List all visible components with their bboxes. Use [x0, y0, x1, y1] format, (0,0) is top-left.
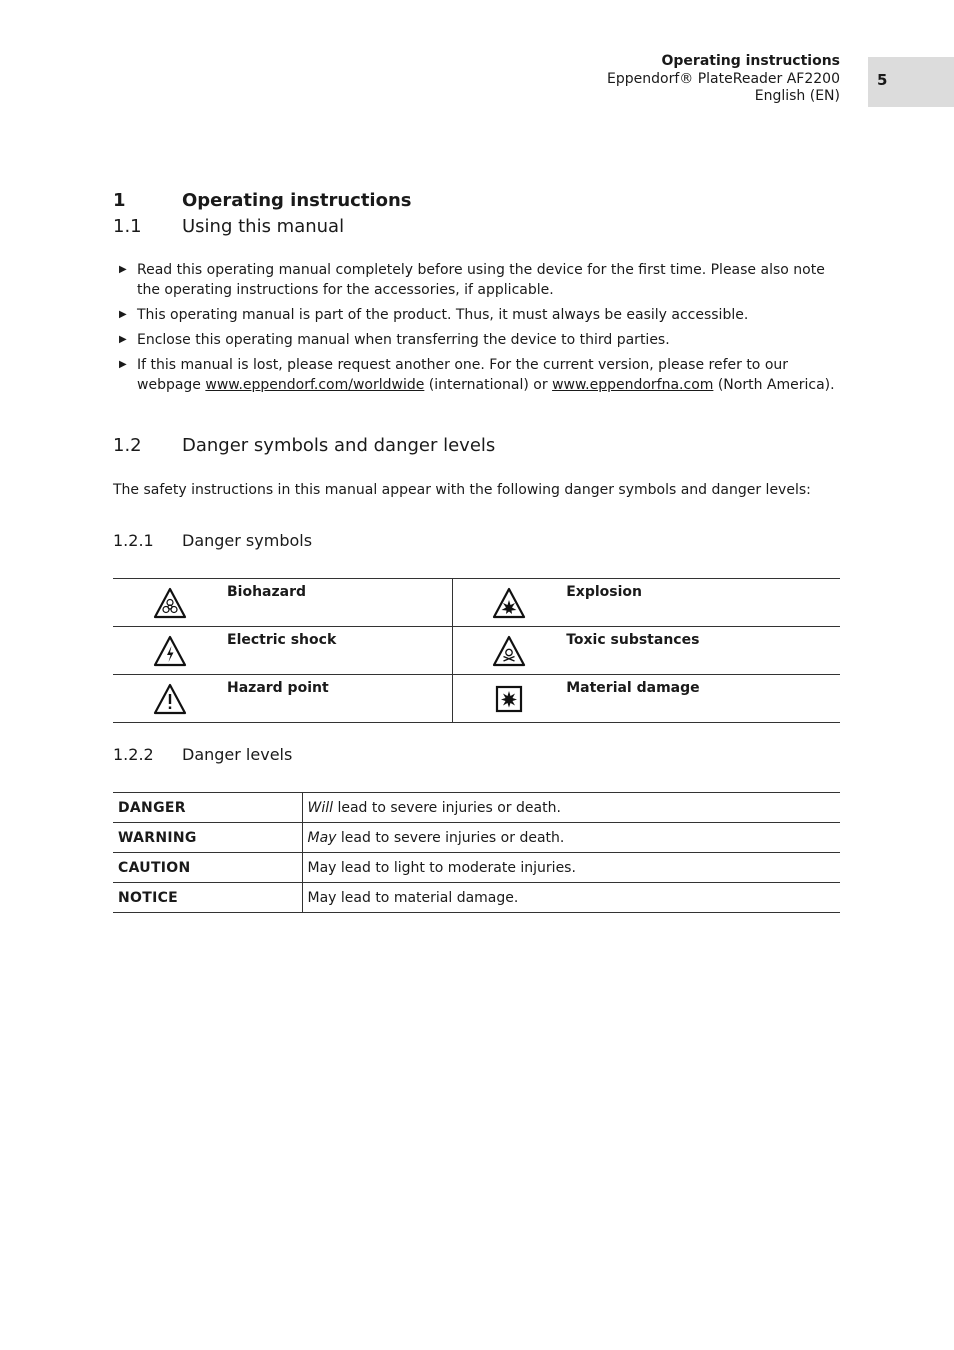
section-title: Danger symbols: [182, 531, 313, 550]
biohazard-icon: [113, 579, 227, 627]
bullet-arrow-icon: ▶: [119, 334, 127, 345]
header-title: Operating instructions: [661, 53, 840, 69]
link-eppendorfna[interactable]: www.eppendorfna.com: [552, 377, 714, 393]
danger-level-label: DANGER: [113, 793, 302, 823]
table-row: [113, 579, 840, 627]
header-product: Eppendorf® PlateReader AF2200: [607, 70, 840, 87]
table-row: [113, 823, 840, 853]
bullet-arrow-icon: ▶: [119, 309, 127, 320]
section-title: Danger symbols and danger levels: [182, 435, 496, 456]
explosion-icon: [452, 579, 566, 627]
running-header: [607, 53, 840, 106]
danger-level-label: CAUTION: [113, 853, 302, 883]
list-item: ▶ This operating manual is part of the product. Thus, it must always be easily accessible.: [119, 307, 749, 323]
list-item: ▶ Enclose this operating manual when transferring the device to third parties.: [119, 332, 670, 348]
section-number: 1.2: [113, 435, 142, 456]
table-row: [113, 793, 840, 823]
danger-level-label: WARNING: [113, 823, 302, 853]
intro-paragraph: The safety instructions in this manual appear with the following danger symbols and danger levels:: [113, 482, 811, 498]
symbol-label: Biohazard: [227, 579, 452, 627]
bullet-arrow-icon: ▶: [119, 264, 127, 275]
section-number: 1: [113, 190, 126, 211]
danger-level-description: May lead to severe injuries or death.: [302, 823, 840, 853]
table-row: [113, 627, 840, 675]
bullet-arrow-icon: ▶: [119, 359, 127, 370]
section-number: 1.2.2: [113, 745, 154, 764]
danger-level-description: Will lead to severe injuries or death.: [302, 793, 840, 823]
list-item: ▶ If this manual is lost, please request another one. For the current version, please refer to our webpage www.eppendorf.com/worldwide (international) or www.eppendorfna.com (North America).: [119, 357, 835, 393]
section-number: 1.1: [113, 216, 142, 237]
symbol-label: Electric shock: [227, 627, 452, 675]
material-damage-icon: [452, 675, 566, 723]
link-eppendorf-worldwide[interactable]: www.eppendorf.com/worldwide: [205, 377, 425, 393]
section-title: Operating instructions: [182, 190, 412, 211]
symbol-label: Explosion: [566, 579, 840, 627]
danger-level-description: May lead to material damage.: [302, 883, 840, 913]
electric-shock-icon: [113, 627, 227, 675]
toxic-icon: [452, 627, 566, 675]
danger-level-label: NOTICE: [113, 883, 302, 913]
bullet-list: [113, 260, 840, 400]
danger-symbols-table: [113, 578, 840, 723]
section-number: 1.2.1: [113, 531, 154, 550]
symbol-label: Material damage: [566, 675, 840, 723]
hazard-point-icon: [113, 675, 227, 723]
section-title: Using this manual: [182, 216, 345, 237]
page-number: 5: [877, 71, 888, 89]
section-title: Danger levels: [182, 745, 293, 764]
table-row: [113, 675, 840, 723]
list-item: ▶ Read this operating manual completely before using the device for the first time. Please also note the operating instructions for the accessories, if applicable.: [119, 262, 825, 298]
danger-levels-table: [113, 792, 840, 913]
table-row: [113, 853, 840, 883]
symbol-label: Toxic substances: [566, 627, 840, 675]
danger-level-description: May lead to light to moderate injuries.: [302, 853, 840, 883]
symbol-label: Hazard point: [227, 675, 452, 723]
page-number-box: [868, 57, 954, 107]
header-language: English (EN): [754, 88, 840, 104]
table-row: [113, 883, 840, 913]
